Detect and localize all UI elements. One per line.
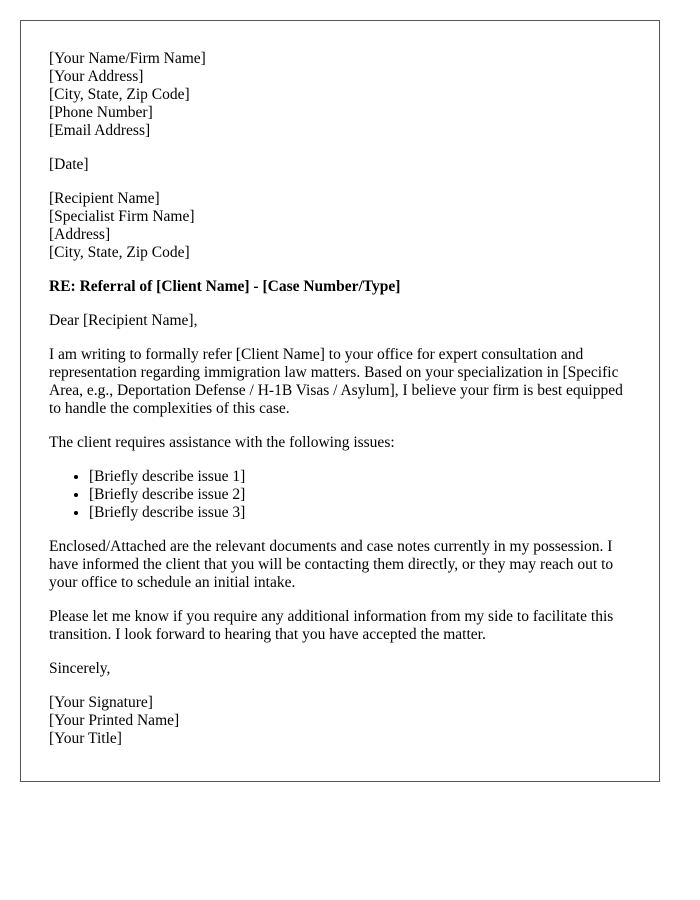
issues-list xyxy=(49,468,631,522)
letter-date: [Date] xyxy=(49,156,89,173)
subject-line: RE: Referral of [Client Name] - [Case Number/Type] xyxy=(49,278,401,295)
printed-name: [Your Printed Name] xyxy=(49,712,180,729)
issues-lead-paragraph: The client requires assistance with the following issues: xyxy=(49,434,395,451)
enclosed-paragraph: Enclosed/Attached are the relevant documents and case notes currently in my possession. I have informed the client that you will be contacting them directly, or they may reach out to your office to schedule an initial intake. xyxy=(49,538,614,591)
list-item: • [Briefly describe issue 2] xyxy=(89,486,631,504)
signoff: Sincerely, xyxy=(49,660,111,677)
sender-address: [Your Address] xyxy=(49,68,144,85)
list-item: • [Briefly describe issue 1] xyxy=(89,468,631,486)
recipient-city: [City, State, Zip Code] xyxy=(49,244,190,261)
sender-email: [Email Address] xyxy=(49,122,151,139)
signer-title: [Your Title] xyxy=(49,730,122,747)
intro-paragraph: I am writing to formally refer [Client Name] to your office for expert consultation and representation regarding immigration law matters. Based on your specialization in [Specific Area, e.g., Deportation Defense / H-1B Visas / Asylum], I believe your firm is best equipped to handle the complexities of this case. xyxy=(49,346,623,417)
signature-block xyxy=(49,694,631,748)
salutation: Dear [Recipient Name], xyxy=(49,312,198,329)
recipient-firm: [Specialist Firm Name] xyxy=(49,208,195,225)
sender-phone: [Phone Number] xyxy=(49,104,153,121)
recipient-block xyxy=(49,190,631,262)
recipient-name: [Recipient Name] xyxy=(49,190,160,207)
letter-page xyxy=(20,20,660,782)
sender-city: [City, State, Zip Code] xyxy=(49,86,190,103)
signature-line: [Your Signature] xyxy=(49,694,153,711)
date-block xyxy=(49,156,631,174)
sender-name: [Your Name/Firm Name] xyxy=(49,50,206,67)
sender-block xyxy=(49,50,631,140)
list-item: • [Briefly describe issue 3] xyxy=(89,504,631,522)
recipient-address: [Address] xyxy=(49,226,111,243)
closing-paragraph: Please let me know if you require any additional information from my side to facilitate this transition. I look forward to hearing that you have accepted the matter. xyxy=(49,608,614,643)
